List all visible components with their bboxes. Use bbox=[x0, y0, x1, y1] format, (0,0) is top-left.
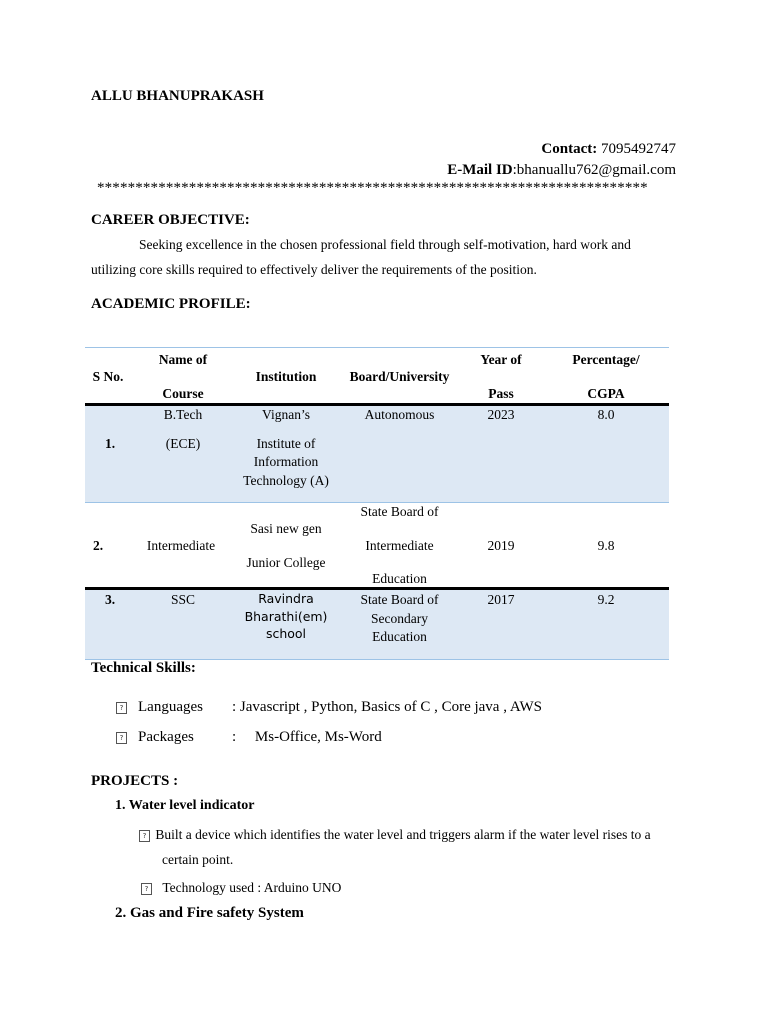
header-course-line2: Course bbox=[162, 386, 204, 401]
skill-languages-label: Languages bbox=[138, 699, 203, 715]
row2-board-line2: Intermediate bbox=[365, 538, 434, 553]
career-objective-line1: Seeking excellence in the chosen professional field through self-motivation, hard work and bbox=[139, 237, 631, 252]
bullet-box-icon: ? bbox=[139, 830, 150, 842]
row2-board-line1: State Board of bbox=[360, 504, 439, 519]
skill-packages bbox=[116, 729, 382, 746]
row2-year: 2019 bbox=[487, 538, 515, 553]
table-header-row bbox=[85, 347, 669, 404]
row3-institution-line2: Bharathi(em) bbox=[244, 609, 328, 624]
bullet-box-icon: ? bbox=[116, 732, 127, 744]
contact-line bbox=[541, 141, 676, 158]
row1-sno: 1. bbox=[104, 436, 116, 451]
career-objective-heading: CAREER OBJECTIVE: bbox=[91, 212, 250, 228]
header-institution: Institution bbox=[255, 369, 317, 384]
email-label: E-Mail ID bbox=[447, 162, 513, 178]
projects-heading: PROJECTS : bbox=[91, 773, 179, 789]
table-row bbox=[85, 590, 669, 659]
row1-institution-line2: Institute of bbox=[256, 436, 316, 451]
row2-sno: 2. bbox=[92, 538, 104, 553]
row3-board-line3: Education bbox=[372, 629, 427, 644]
skill-languages bbox=[116, 699, 543, 716]
skill-languages-value: : Javascript , Python, Basics of C , Core java , AWS bbox=[232, 699, 543, 715]
candidate-name: ALLU BHANUPRAKASH bbox=[91, 88, 264, 104]
bullet-box-icon: ? bbox=[141, 883, 152, 895]
project-1-bullet-1-text: Built a device which identifies the water level and triggers alarm if the water level rises to a bbox=[155, 827, 651, 842]
row1-year: 2023 bbox=[487, 407, 515, 422]
academic-profile-heading: ACADEMIC PROFILE: bbox=[91, 296, 251, 312]
email-line bbox=[447, 162, 676, 179]
header-year-line2: Pass bbox=[488, 386, 514, 401]
header-board: Board/University bbox=[349, 369, 450, 384]
bullet-box-icon: ? bbox=[116, 702, 127, 714]
project-1-bullet-2-text: Technology used : Arduino UNO bbox=[162, 880, 342, 895]
row3-board-line1: State Board of bbox=[360, 592, 439, 607]
row3-course: SSC bbox=[170, 592, 196, 607]
career-objective-line2: utilizing core skills required to effectively deliver the requirements of the position. bbox=[91, 262, 537, 277]
separator-line: ************************************************************************ bbox=[97, 180, 648, 196]
project-1-bullet-2 bbox=[141, 880, 341, 896]
row2-institution-line1: Sasi new gen bbox=[250, 521, 322, 536]
row1-course-line2: (ECE) bbox=[165, 436, 201, 451]
row3-institution-line3: school bbox=[265, 626, 307, 641]
project-2-title: 2. Gas and Fire safety System bbox=[115, 905, 304, 921]
email-value: :bhanuallu762@gmail.com bbox=[512, 162, 676, 178]
row3-sno: 3. bbox=[104, 592, 116, 607]
row2-pct: 9.8 bbox=[597, 538, 615, 553]
contact-value: 7095492747 bbox=[597, 141, 676, 157]
skill-packages-value: : Ms-Office, Ms-Word bbox=[232, 729, 382, 745]
skill-packages-label: Packages bbox=[138, 729, 194, 745]
row2-board-line3: Education bbox=[372, 571, 427, 586]
row3-institution-line1: Ravindra bbox=[258, 591, 314, 606]
row1-course-line1: B.Tech bbox=[163, 407, 203, 422]
header-sno: S No. bbox=[92, 369, 124, 384]
header-course-line1: Name of bbox=[158, 352, 208, 367]
row2-institution-line2: Junior College bbox=[246, 555, 326, 570]
header-pct-line1: Percentage/ bbox=[572, 352, 640, 367]
technical-skills-heading: Technical Skills: bbox=[91, 660, 196, 676]
project-1-bullet-1 bbox=[139, 827, 651, 843]
row3-year: 2017 bbox=[487, 592, 515, 607]
row2-course: Intermediate bbox=[146, 538, 216, 553]
header-year-line1: Year of bbox=[480, 352, 522, 367]
row1-institution-line3: Information bbox=[253, 454, 319, 469]
row1-board: Autonomous bbox=[364, 407, 435, 422]
table-row bbox=[85, 406, 669, 502]
table-row bbox=[85, 503, 669, 588]
row3-pct: 9.2 bbox=[597, 592, 615, 607]
project-1-bullet-1-cont: certain point. bbox=[162, 852, 234, 867]
header-pct-line2: CGPA bbox=[587, 386, 625, 401]
row1-pct: 8.0 bbox=[597, 407, 615, 422]
project-1-title: 1. Water level indicator bbox=[115, 798, 255, 813]
row1-institution-line1: Vignan’s bbox=[262, 407, 310, 422]
row3-board-line2: Secondary bbox=[371, 611, 428, 626]
contact-label: Contact: bbox=[541, 141, 598, 157]
row1-institution-line4: Technology (A) bbox=[243, 473, 329, 488]
